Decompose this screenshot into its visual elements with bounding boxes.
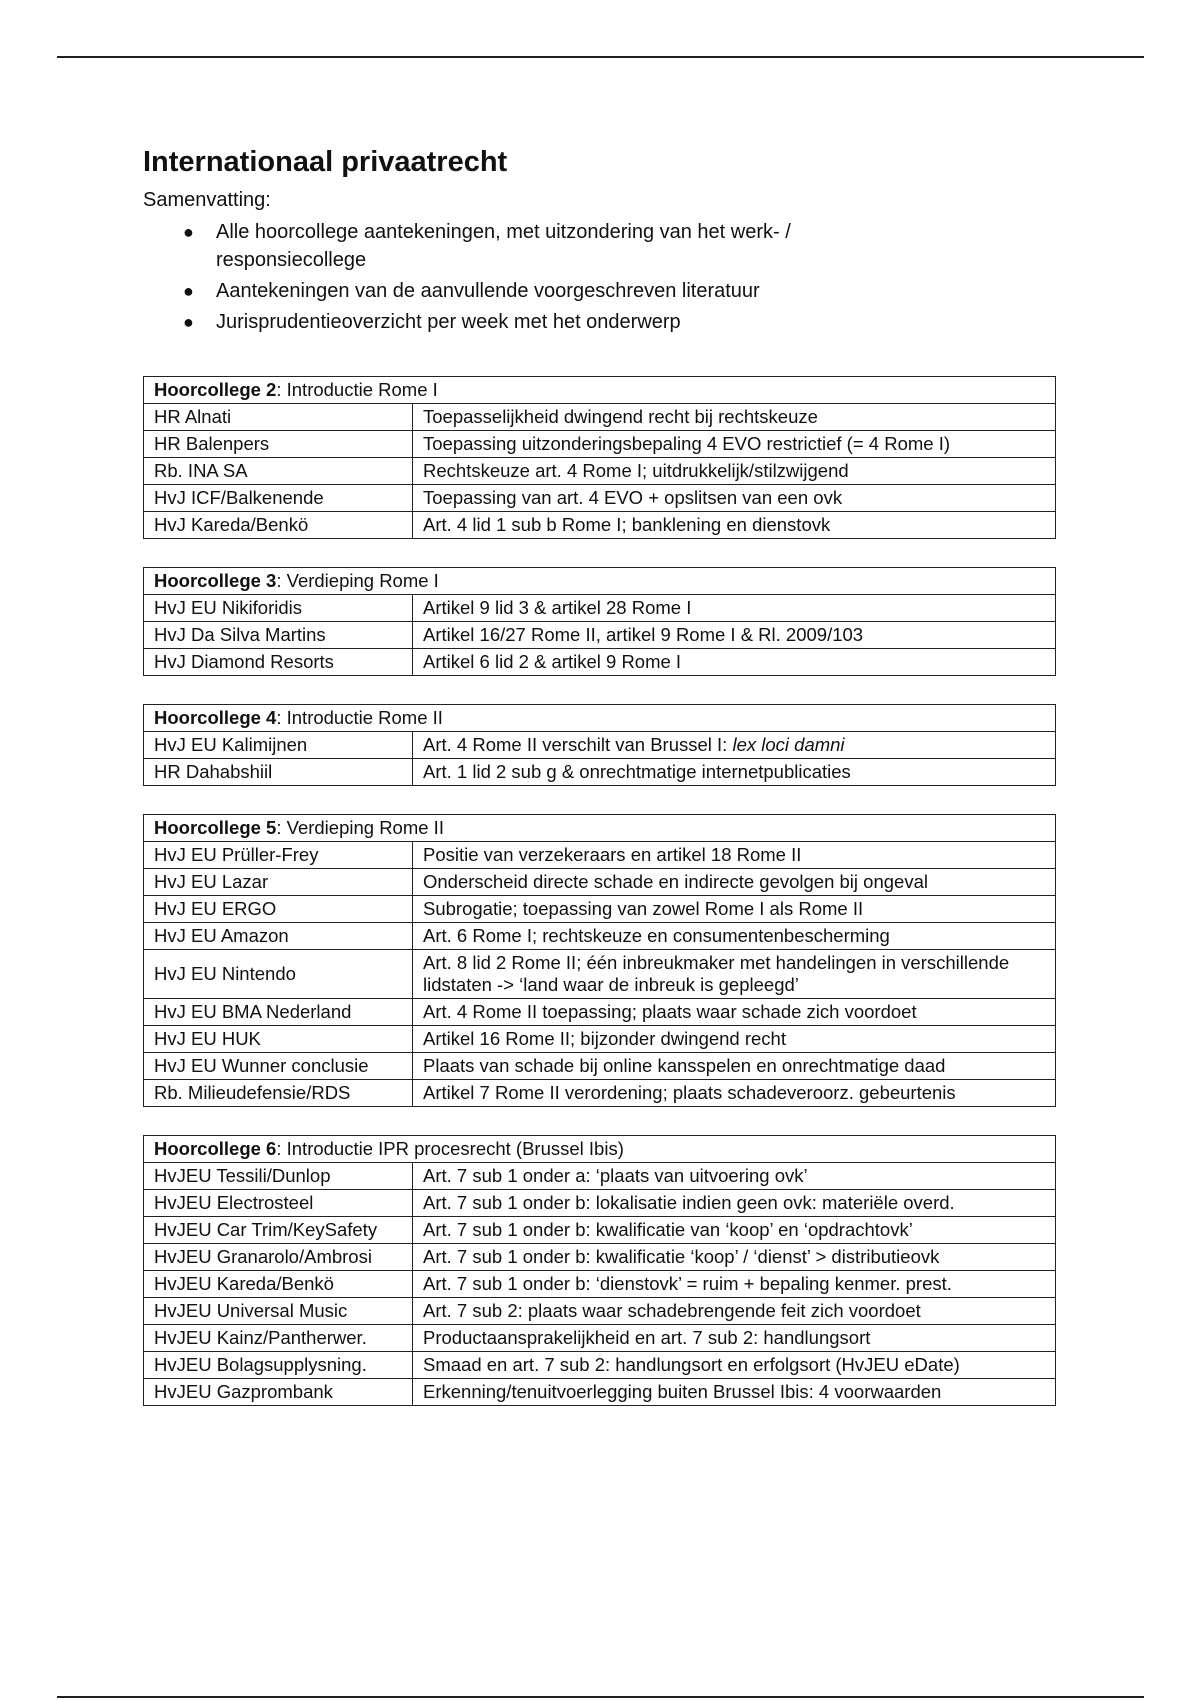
table-row (144, 649, 1056, 676)
case-name: HvJ EU Lazar (144, 869, 413, 896)
description-text: Art. 1 lid 2 sub g & onrechtmatige internetpublicaties (423, 761, 851, 782)
description-text: Toepassing uitzonderingsbepaling 4 EVO restrictief (= 4 Rome I) (423, 433, 951, 454)
case-description (413, 1163, 1056, 1190)
description-text: Art. 7 sub 2: plaats waar schadebrengende feit zich voordoet (423, 1300, 921, 1321)
case-name: Rb. INA SA (144, 458, 413, 485)
case-name: HvJ Da Silva Martins (144, 622, 413, 649)
bottom-rule (57, 1696, 1144, 1698)
lecture-topic: Introductie Rome I (286, 379, 438, 400)
table-row (144, 1244, 1056, 1271)
description-emphasis: lex loci damni (732, 734, 845, 755)
lecture-header: Hoorcollege 2: Introductie Rome I (144, 377, 1056, 404)
table-row (144, 950, 1056, 999)
description-text: Art. 7 sub 1 onder b: ‘dienstovk’ = ruim + bepaling kenmer. prest. (423, 1273, 952, 1294)
table-row (144, 1080, 1056, 1107)
description-text: Toepasselijkheid dwingend recht bij rechtskeuze (423, 406, 818, 427)
summary-item: ● Alle hoorcollege aantekeningen, met uitzondering van het werk- / responsiecollege (143, 218, 1063, 274)
description-text: Rechtskeuze art. 4 Rome I; uitdrukkelijk/stilzwijgend (423, 460, 849, 481)
table-row (144, 512, 1056, 539)
summary-item: ● Jurisprudentieoverzicht per week met het onderwerp (143, 308, 1063, 336)
table-row (144, 1298, 1056, 1325)
case-description (413, 595, 1056, 622)
case-description (413, 1217, 1056, 1244)
top-rule (57, 56, 1144, 58)
lecture-table (143, 1135, 1056, 1406)
table-row (144, 999, 1056, 1026)
lecture-number: Hoorcollege 3 (154, 570, 277, 591)
lecture-number: Hoorcollege 2 (154, 379, 277, 400)
table-row (144, 485, 1056, 512)
description-text: Art. 7 sub 1 onder b: kwalificatie ‘koop’ / ‘dienst’ > distributieovk (423, 1246, 940, 1267)
description-text: Subrogatie; toepassing van zowel Rome I als Rome II (423, 898, 864, 919)
table-row (144, 1217, 1056, 1244)
lecture-table (143, 567, 1056, 676)
case-description (413, 1271, 1056, 1298)
summary-item: ● Aantekeningen van de aanvullende voorgeschreven literatuur (143, 277, 1063, 305)
case-description (413, 732, 1056, 759)
table-row (144, 431, 1056, 458)
lecture-table (143, 704, 1056, 786)
case-description (413, 999, 1056, 1026)
lecture-header: Hoorcollege 5: Verdieping Rome II (144, 815, 1056, 842)
description-text: Art. 4 lid 1 sub b Rome I; banklening en dienstovk (423, 514, 831, 535)
case-name: HvJ EU HUK (144, 1026, 413, 1053)
lecture-number: Hoorcollege 5 (154, 817, 277, 838)
case-name: HvJ EU Kalimijnen (144, 732, 413, 759)
table-header-row (144, 815, 1056, 842)
case-description (413, 869, 1056, 896)
case-name: HvJ EU Nintendo (144, 950, 413, 999)
case-description (413, 896, 1056, 923)
case-name: HvJ EU Nikiforidis (144, 595, 413, 622)
case-name: HvJ EU Amazon (144, 923, 413, 950)
case-description (413, 431, 1056, 458)
lecture-header: Hoorcollege 4: Introductie Rome II (144, 705, 1056, 732)
table-header-row (144, 705, 1056, 732)
lecture-header: Hoorcollege 6: Introductie IPR procesrecht (Brussel Ibis) (144, 1136, 1056, 1163)
case-name: HvJ EU Prüller-Frey (144, 842, 413, 869)
table-row (144, 1190, 1056, 1217)
table-header-row (144, 568, 1056, 595)
case-description (413, 842, 1056, 869)
lecture-topic: Verdieping Rome II (286, 817, 444, 838)
description-text: Artikel 6 lid 2 & artikel 9 Rome I (423, 651, 682, 672)
lecture-number: Hoorcollege 4 (154, 707, 277, 728)
table-row (144, 595, 1056, 622)
case-name: HvJEU Tessili/Dunlop (144, 1163, 413, 1190)
case-name: HvJEU Bolagsupplysning. (144, 1352, 413, 1379)
table-row (144, 869, 1056, 896)
table-row (144, 1379, 1056, 1406)
case-name: HvJ EU BMA Nederland (144, 999, 413, 1026)
table-header-row (144, 1136, 1056, 1163)
case-description (413, 1244, 1056, 1271)
summary-list (143, 218, 1063, 336)
table-row (144, 923, 1056, 950)
case-description (413, 485, 1056, 512)
lecture-header: Hoorcollege 3: Verdieping Rome I (144, 568, 1056, 595)
case-description (413, 759, 1056, 786)
case-name: HR Balenpers (144, 431, 413, 458)
description-text: Plaats van schade bij online kansspelen en onrechtmatige daad (423, 1055, 946, 1076)
lecture-number: Hoorcollege 6 (154, 1138, 277, 1159)
table-row (144, 1325, 1056, 1352)
case-description (413, 1053, 1056, 1080)
table-row (144, 1271, 1056, 1298)
description-text: Art. 7 sub 1 onder b: kwalificatie van ‘koop’ en ‘opdrachtovk’ (423, 1219, 913, 1240)
table-row (144, 1053, 1056, 1080)
case-description (413, 1298, 1056, 1325)
case-description (413, 512, 1056, 539)
description-text: Artikel 7 Rome II verordening; plaats schadeveroorz. gebeurtenis (423, 1082, 956, 1103)
bullet-icon: ● (183, 312, 194, 332)
case-name: HvJEU Universal Music (144, 1298, 413, 1325)
document-body (143, 140, 1063, 1406)
case-description (413, 649, 1056, 676)
table-header-row (144, 377, 1056, 404)
description-text: Art. 8 lid 2 Rome II; één inbreukmaker met handelingen in verschillende lidstaten -> ‘land waar de inbreuk is gepleegd’ (423, 952, 1010, 995)
table-row (144, 404, 1056, 431)
description-text: Erkenning/tenuitvoerlegging buiten Brussel Ibis: 4 voorwaarden (423, 1381, 942, 1402)
case-description (413, 923, 1056, 950)
case-description (413, 1190, 1056, 1217)
case-description (413, 950, 1056, 999)
case-description (413, 1325, 1056, 1352)
description-text: Productaansprakelijkheid en art. 7 sub 2: handlungsort (423, 1327, 871, 1348)
lecture-table (143, 814, 1056, 1107)
case-name: HR Alnati (144, 404, 413, 431)
table-row (144, 458, 1056, 485)
table-row (144, 622, 1056, 649)
lecture-topic: Introductie Rome II (286, 707, 443, 728)
description-text: Art. 4 Rome II verschilt van Brussel I: (423, 734, 733, 755)
case-description (413, 1080, 1056, 1107)
case-name: HvJ EU ERGO (144, 896, 413, 923)
description-text: Artikel 9 lid 3 & artikel 28 Rome I (423, 597, 692, 618)
description-text: Toepassing van art. 4 EVO + opslitsen van een ovk (423, 487, 843, 508)
case-name: HvJEU Kainz/Pantherwer. (144, 1325, 413, 1352)
description-text: Art. 4 Rome II toepassing; plaats waar schade zich voordoet (423, 1001, 917, 1022)
lecture-topic: Introductie IPR procesrecht (Brussel Ibis) (286, 1138, 624, 1159)
page-title: Internationaal privaatrecht (143, 146, 508, 178)
case-name: HvJ ICF/Balkenende (144, 485, 413, 512)
case-description (413, 458, 1056, 485)
table-row (144, 842, 1056, 869)
case-name: HvJEU Gazprombank (144, 1379, 413, 1406)
summary-heading: Samenvatting: (143, 189, 271, 211)
description-text: Artikel 16/27 Rome II, artikel 9 Rome I & Rl. 2009/103 (423, 624, 864, 645)
table-row (144, 896, 1056, 923)
bullet-icon: ● (183, 222, 194, 242)
case-name: HvJ Diamond Resorts (144, 649, 413, 676)
description-text: Smaad en art. 7 sub 2: handlungsort en erfolgsort (HvJEU eDate) (423, 1354, 960, 1375)
case-description (413, 404, 1056, 431)
case-name: HvJ Kareda/Benkö (144, 512, 413, 539)
table-row (144, 759, 1056, 786)
lecture-topic: Verdieping Rome I (286, 570, 439, 591)
case-name: HR Dahabshiil (144, 759, 413, 786)
case-description (413, 1379, 1056, 1406)
table-row (144, 1352, 1056, 1379)
bullet-icon: ● (183, 281, 194, 301)
description-text: Art. 7 sub 1 onder a: ‘plaats van uitvoering ovk’ (423, 1165, 808, 1186)
case-name: HvJEU Car Trim/KeySafety (144, 1217, 413, 1244)
description-text: Artikel 16 Rome II; bijzonder dwingend recht (423, 1028, 786, 1049)
case-description (413, 1352, 1056, 1379)
description-text: Positie van verzekeraars en artikel 18 Rome II (423, 844, 802, 865)
description-text: Art. 6 Rome I; rechtskeuze en consumentenbescherming (423, 925, 890, 946)
description-text: Art. 7 sub 1 onder b: lokalisatie indien geen ovk: materiële overd. (423, 1192, 955, 1213)
table-row (144, 1163, 1056, 1190)
case-description (413, 622, 1056, 649)
case-law-tables (143, 376, 1063, 1406)
case-description (413, 1026, 1056, 1053)
lecture-table (143, 376, 1056, 539)
case-name: HvJEU Electrosteel (144, 1190, 413, 1217)
case-name: Rb. Milieudefensie/RDS (144, 1080, 413, 1107)
description-text: Onderscheid directe schade en indirecte gevolgen bij ongeval (423, 871, 928, 892)
case-name: HvJEU Kareda/Benkö (144, 1271, 413, 1298)
case-name: HvJ EU Wunner conclusie (144, 1053, 413, 1080)
table-row (144, 1026, 1056, 1053)
case-name: HvJEU Granarolo/Ambrosi (144, 1244, 413, 1271)
table-row (144, 732, 1056, 759)
